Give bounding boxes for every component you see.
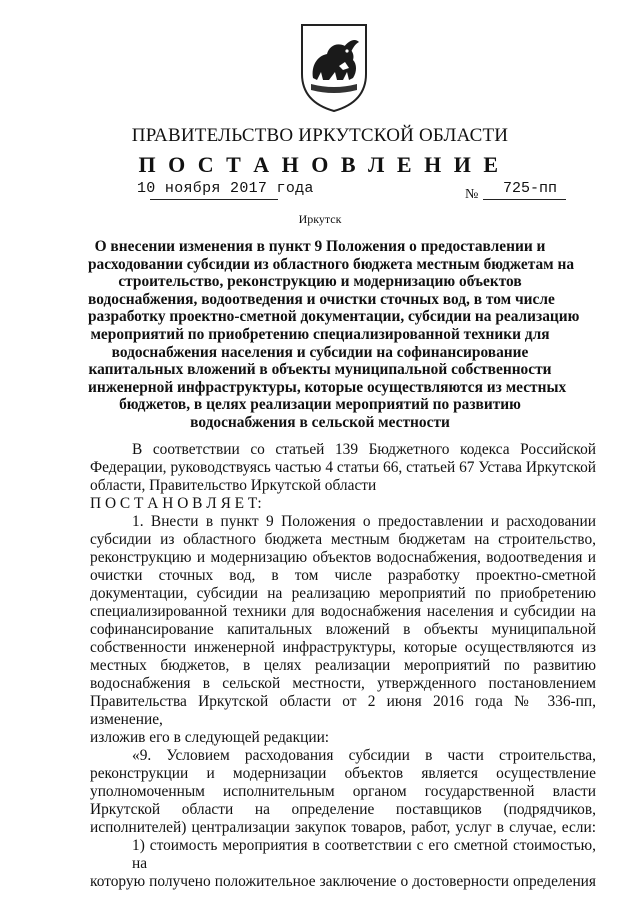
body-line: водоснабжения в сельской местности, утвержденного постановлением <box>90 675 596 692</box>
document-date: 10 ноября 2017 года <box>137 180 314 197</box>
body-line: местных бюджетов, в целях реализации мероприятий по развитию <box>90 657 596 674</box>
document-number: 725-пп <box>502 180 557 197</box>
body-line: 1) стоимость мероприятия в соответствии с его сметной стоимостью, на <box>132 837 596 872</box>
body-line: 1. Внести в пункт 9 Положения о предоставлении и расходовании <box>132 513 596 530</box>
title-line: капитальных вложений в объекты муниципальной собственности <box>88 361 552 379</box>
body-line: исполнителей) централизации закупок товаров, работ, услуг в случае, если: <box>90 819 596 836</box>
body-line: изложив его в следующей редакции: <box>90 729 330 746</box>
body-line: «9. Условием расходования субсидии в части строительства, <box>132 747 596 764</box>
title-line: водоснабжения, водоотведения и очистки сточных вод, в том числе <box>88 290 555 308</box>
body-line: Правительства Иркутской области от 2 июня 2016 года № 336-пп, изменение, <box>90 693 596 728</box>
date-underline <box>150 199 278 200</box>
body-line: уполномоченным исполнительным органом государственной власти <box>90 783 596 800</box>
government-name: ПРАВИТЕЛЬСТВО ИРКУТСКОЙ ОБЛАСТИ <box>131 125 509 146</box>
body-line: очистки сточных вод, в том числе разработку проектно-сметной <box>90 567 596 584</box>
coat-of-arms-icon <box>299 22 369 114</box>
title-line: мероприятий по приобретению специализированной техники для <box>90 325 550 343</box>
document-title <box>88 238 580 432</box>
body-line: Федерации, руководствуясь частью 4 статьи 66, статьей 67 Устава Иркутской <box>90 459 596 476</box>
body-line: области, Правительство Иркутской области <box>90 477 377 494</box>
number-underline <box>483 199 566 200</box>
body-line: которую получено положительное заключение о достоверности определения <box>90 873 596 890</box>
body-line: реконструкции и модернизации объектов является осуществление <box>90 765 596 782</box>
body-line: В соответствии со статьей 139 Бюджетного кодекса Российской <box>132 441 596 458</box>
title-line: водоснабжения населения и субсидии на софинансирование <box>111 343 529 361</box>
body-line: специализированной техники для водоснабжения населения и субсидии на <box>90 603 596 620</box>
body-line: документации, субсидии на реализацию мероприятий по приобретению <box>90 585 596 602</box>
title-line: разработку проектно-сметной документации, субсидии на реализацию <box>88 308 580 326</box>
document-type: П О С Т А Н О В Л Е Н И Е <box>138 152 502 177</box>
body-line: собственности инженерной инфраструктуры, которые осуществляются из <box>90 639 596 656</box>
title-line: бюджетов, в целях реализации мероприятий по развитию <box>119 396 521 414</box>
body-line: субсидии из областного бюджета местным бюджетам на строительство, <box>90 531 596 548</box>
title-line: расходовании субсидии из областного бюджета местным бюджетам на <box>88 255 575 273</box>
body-line: софинансирование капитальных вложений в объекты муниципальной <box>90 621 596 638</box>
body-line: реконструкцию и модернизацию объектов водоснабжения, водоотведения и <box>90 549 596 566</box>
document-body <box>90 441 596 891</box>
title-line: водоснабжения в сельской местности <box>190 413 450 431</box>
body-line: П О С Т А Н О В Л Я Е Т: <box>90 495 262 512</box>
title-line: строительство, реконструкцию и модернизацию объектов <box>118 273 522 291</box>
body-line: Иркутской области на определение поставщиков (подрядчиков, <box>90 801 596 818</box>
title-line: О внесении изменения в пункт 9 Положения о предоставлении и <box>94 238 546 255</box>
city-name: Иркутск <box>298 212 342 226</box>
title-line: инженерной инфраструктуры, которые осуществляются из местных <box>88 378 567 396</box>
number-sign: № <box>465 187 479 202</box>
